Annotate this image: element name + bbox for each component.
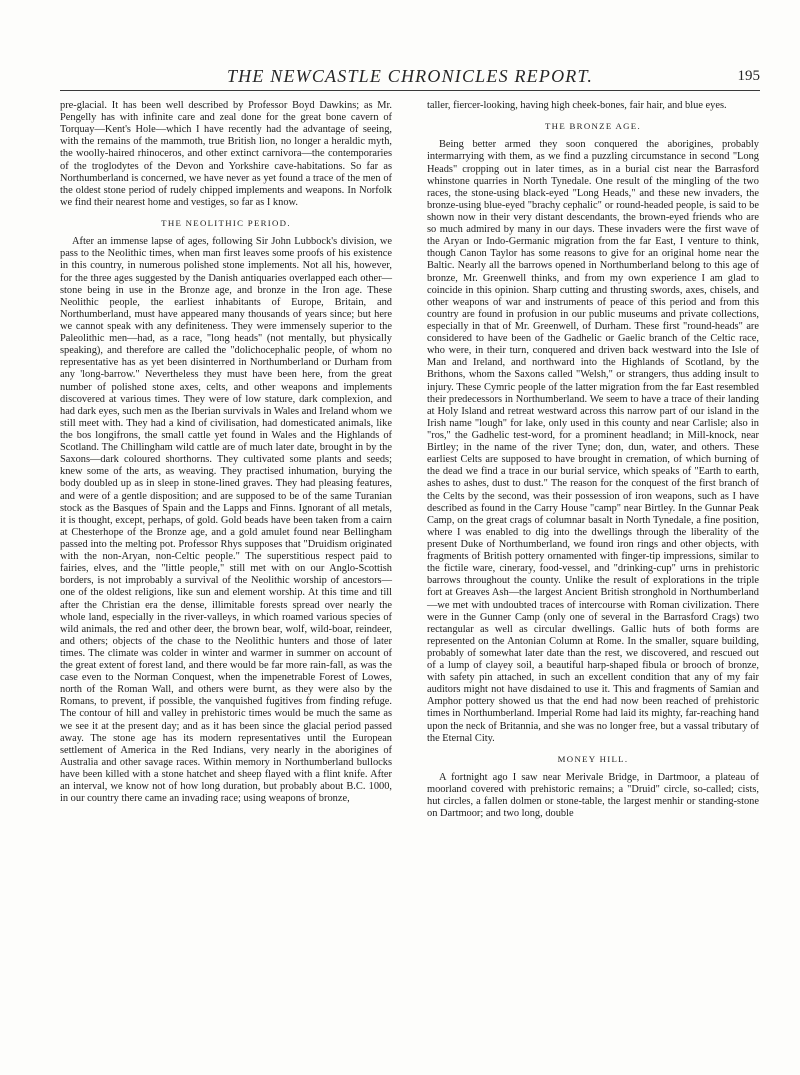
running-title: THE NEWCASTLE CHRONICLES REPORT. bbox=[226, 66, 594, 86]
paragraph: taller, fiercer-looking, having high cheek-bones, fair hair, and blue eyes. bbox=[427, 100, 727, 111]
running-head bbox=[60, 66, 760, 91]
paragraph: pre-glacial. It has been well described by Professor Boyd Dawkins; as Mr. Pengelly has with infinite care and zeal done for the great bone cavern of Torquay—Kent's Hole—which I have recently had the advantage of seeing, with the remains of the mammoth, true British lion, no longer a heraldic myth, the woolly-haired rhinoceros, and other extinct carnivora—the contemporaries of the troglodytes of the Devon and Yorkshire cave-habitations. So far as Northumberland is concerned, we have never as yet found a trace of the men of the oldest stone period of rudely chipped implements and weapons. In Norfolk we find their nearest home and vestiges, so far as I know. bbox=[60, 100, 392, 208]
paragraph: After an immense lapse of ages, following Sir John Lubbock's division, we pass to the Neolithic times, when man first leaves some proofs of his existence in this country, in numerous polished stone implements. Not all his, however, for the three ages suggested by the Danish antiquaries overlapped each other—stone being in use in the Bronze age, and bronze in the Iron age. These Neolithic people, the earliest inhabitants of Europe, Britain, and Northumberland, must have appeared many thousands of years since; but here we cannot speak with any definiteness. They were immensely superior to the Paleolithic men—had, as a race, "long heads" (not mentally, but physically speaking), and therefore are called the "dolichocephalic people, of whom no representative has as yet been disinterred in Northumberland or Durham from any 'long-barrow." Nevertheless they must have been here, from the great number of polished stone axes, celts, and other weapons and implements discovered at various times. They were of low stature, dark complexion, and had dark eyes, such men as the Iberian survivals in Wales and Ireland whom we still meet with. They had a kind of civilisation, had domesticated animals, like the bos longifrons, the small cattle yet found in Wales and the Highlands of Scotland. The Chillingham wild cattle are of much later date, brought in by the Saxons—dark coloured shorthorns. They cultivated some plants and seeds; knew some of the arts, as weaving. They practised inhumation, burying the body doubled up as in sleep in stone-lined graves. They had pleasing features, and were of a gentle disposition; and are supposed to be of the same Turanian stock as the Basques of Spain and the Lapps and Finns. Ignorant of all metals, it is thought, except, perhaps, of gold. Gold beads have been taken from a cairn at Chesterhope of the Bronze age, and a gold amulet found near Bellingham passed into the melting pot. Professor Rhys supposes that "Druidism originated with the non-Aryan, non-Celtic people." The superstitious respect paid to fairies, elves, and the "little people," still met with on our Anglo-Scottish borders, is not improbably a survival of the Neolithic worship of ancestors—one of the oldest religions, like sun and element worship. At this time and till after the Christian era the dense, illimitable forests spread over nearly the whole land, especially in the river-valleys, in which roamed various species of wild animals, the red and other deer, the brown bear, wolf, wild-boar, reindeer, and others; objects of the chase to the Neolithic hunters and those of later times. The climate was colder in winter and warmer in summer on account of the great extent of forest land, and there would be far more rain-fall, as was the case even to the Norman Conquest, when the impenetrable Forest of Lowes, north of the Roman Wall, and others were burnt, as they were also by the Romans, to prevent, if possible, the vanquished fugitives from finding refuge. The contour of hill and valley in prehistoric times would be much the same as we see it at the present day; and as it has been since the glacial period passed away. The stone age has its modern representatives until the European settlement of America in the Red Indians, very nearly in the aborigines of Australia and other savage races. Within memory in Northumberland bullocks have been killed with a stone hatchet and sheep flayed with a flint knife. After an interval, we know not of how long duration, but probably about B.C. 1000, in our country there came an invading race; using weapons of bronze, bbox=[60, 236, 392, 805]
page-number: 195 bbox=[737, 68, 760, 84]
section-heading-bronze-age: THE BRONZE AGE. bbox=[545, 121, 641, 132]
section-heading-neolithic: THE NEOLITHIC PERIOD. bbox=[161, 217, 291, 228]
paragraph: Being better armed they soon conquered the aborigines, probably intermarrying with them, as we find a puzzling circumstance in second "Long Heads" cropping out in later times, as in a burial cist near the Barrasford whinstone quarries in North Tynedale. One result of the mingling of the two races, the stone-using black-eyed "Long Heads," and these new invaders, the bronze-using blue-eyed "brachy cephalic" or round-headed people, is said to be shown now in their very distant descendants, the brown-eyed friends who are so much admired by many in our days. These invaders were the first wave of the Aryan or Indo-Germanic migration from the far East, I venture to think, though Canon Taylor has some reasons to give for an original home near the Baltic. Nearly all the barrows opened in Northumberland belong to this age of bronze, Mr. Greenwell thinks, and from my own experience I am glad to coincide in this opinion. Sharp cutting and thrusting swords, axes, chisels, and other weapons of war and instruments of peace of this period and from this country are found in profusion in our public museums and private collections, especially in that of Mr. Greenwell, of Durham. These first "round-heads" are considered to have been of the Gadhelic or Gaelic branch of the Celtic race, who were, in their turn, conquered and driven back westward into the Isle of Man and Ireland, and northward into the Highlands of Scotland, by the Brithons, whom the Saxons called "Welsh," or strangers, thus adding insult to injury. These Cymric people of the latter migration from the far East resembled their predecessors in Northumberland. We seem to have a trace of their landing at Holy Island and retreat westward across this narrow part of our island in the Irish name "lough" for lake, only used in this county and near Carlisle; also in "ros," the Gadhelic test-word, for a prominent headland; in Mill-knock, near Birtley; in the name of the river Tyne; don, dun, water, and others. These earliest Celts are supposed to have brought in cremation, of which burning of the dead we find a trace in our burial service, which speaks of "Earth to earth, ashes to ashes, dust to dust." The reason for the conquest of the first branch of the Celts by the second, was their possession of iron weapons, such as I have described as found in the Carry House "camp" near Birtley. In the Gunnar Peak Camp, on the great crags of columnar basalt in North Tynedale, a fine position, where I was enabled to dig into the dwellings through the liberality of the present Duke of Northumberland, we found iron rings and other objects, with fragments of British pottery ornamented with finger-tip impressions, similar to the fictile ware, cinerary, food-vessel, and "drinking-cup" urns in prehistoric barrows throughout the county. Unlike the result of explorations in the triple fort at Greaves Ash—the largest Ancient British stronghold in Northumberland—we met with undoubted traces of intercourse with Roman civilization. There were in the Gunner Camp (only one of several in the Barrasford Crags) two rectangular as well as circular dwellings. Gallic huts of both forms are represented on the Antonian Column at Rome. In the smaller, square building, probably of somewhat later date than the rest, we discovered, and rescued out of a lump of clayey soil, a beautiful harp-shaped fibula or brooch of bronze, with safety pin attached, in such an excellent condition that any of my fair auditors might not have disdained to use it. This and fragments of Samian and Amphor pottery showed us that the end had now been reached of prehistoric times in Northumberland. Imperial Rome had laid its mighty, far-reaching hand upon the neck of Britannia, and she was no longer free, but a vassal tributary of the Eternal City. bbox=[427, 139, 759, 744]
paragraph: A fortnight ago I saw near Merivale Bridge, in Dartmoor, a plateau of moorland covered with prehistoric remains; a "Druid" circle, so-called; cists, hut circles, a fallen dolmen or stone-table, the largest menhir or standing-stone on Dartmoor; and two long, double bbox=[427, 772, 759, 820]
right-column bbox=[427, 100, 759, 820]
left-column bbox=[60, 100, 392, 805]
section-heading-money-hill: MONEY HILL. bbox=[557, 753, 629, 764]
